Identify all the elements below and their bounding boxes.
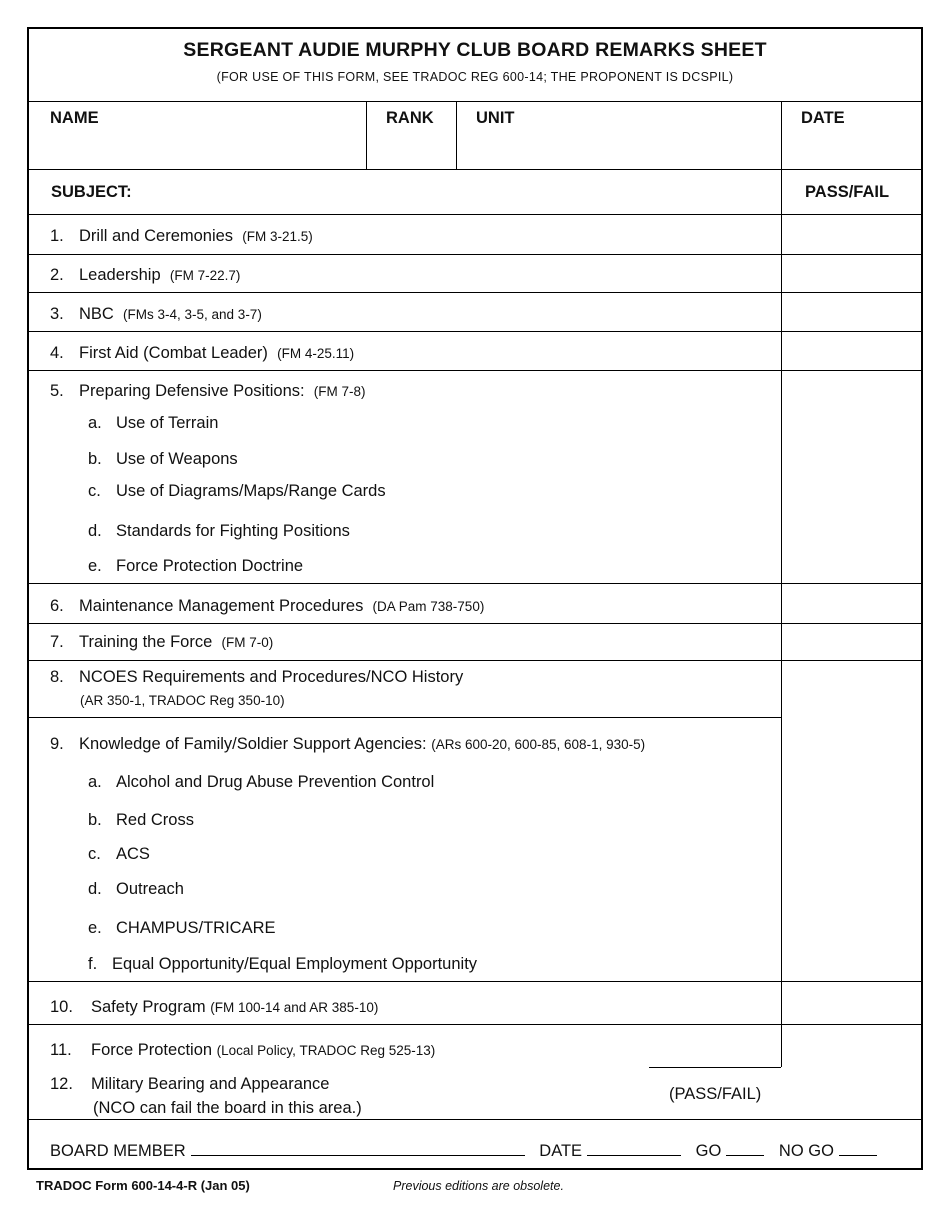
go-field[interactable] (726, 1142, 764, 1156)
sub-item: d. Outreach (88, 880, 184, 898)
editions-note: Previous editions are obsolete. (393, 1179, 564, 1193)
pass-fail-label: PASS/FAIL (805, 183, 890, 201)
unit-label: UNIT (476, 109, 515, 127)
subject-label: SUBJECT: (51, 183, 132, 201)
board-member-label: BOARD MEMBER (50, 1142, 186, 1160)
subject-item: 10. Safety Program (FM 100-14 and AR 385-10) (50, 998, 379, 1016)
subject-item: 2. Leadership (FM 7-22.7) (50, 266, 241, 284)
subject-item: 1. Drill and Ceremonies (FM 3-21.5) (50, 227, 313, 245)
subject-item: 8. NCOES Requirements and Procedures/NCO History (50, 668, 464, 686)
sub-item: a. Alcohol and Drug Abuse Prevention Control (88, 773, 435, 791)
column-divider (781, 101, 782, 1067)
no-go-field[interactable] (839, 1142, 877, 1156)
divider (29, 717, 781, 718)
subject-item: 5. Preparing Defensive Positions: (FM 7-8) (50, 382, 366, 400)
remarks-sheet-form (27, 27, 923, 1170)
form-subtitle: (FOR USE OF THIS FORM, SEE TRADOC REG 600-14; THE PROPONENT IS DCSPIL) (216, 70, 734, 84)
sub-item: e. CHAMPUS/TRICARE (88, 919, 276, 937)
divider (29, 331, 921, 332)
column-divider (456, 101, 457, 169)
form-title: SERGEANT AUDIE MURPHY CLUB BOARD REMARKS SHEET (183, 39, 767, 61)
sub-item: b. Red Cross (88, 811, 194, 829)
sub-item: a. Use of Terrain (88, 414, 219, 432)
divider (29, 370, 921, 371)
item12-pass-fail: (PASS/FAIL) (669, 1085, 762, 1103)
divider (29, 623, 921, 624)
divider (29, 1024, 921, 1025)
subject-item-reference: (AR 350-1, TRADOC Reg 350-10) (80, 693, 285, 708)
board-member-field[interactable] (191, 1142, 525, 1156)
date-field-label: DATE (539, 1142, 583, 1160)
column-divider (366, 101, 367, 169)
subject-item-note: (NCO can fail the board in this area.) (93, 1099, 362, 1117)
date-field[interactable] (587, 1142, 681, 1156)
sub-item: f. Equal Opportunity/Equal Employment Opportunity (88, 955, 478, 973)
divider (29, 254, 921, 255)
subject-item: 11. Force Protection (Local Policy, TRADOC Reg 525-13) (50, 1041, 436, 1059)
signature-row (50, 1142, 877, 1161)
subject-item: 9. Knowledge of Family/Soldier Support Agencies: (ARs 600-20, 600-85, 608-1, 930-5) (50, 735, 646, 753)
divider (29, 1119, 921, 1120)
subject-item: 4. First Aid (Combat Leader) (FM 4-25.11) (50, 344, 355, 362)
go-label: GO (695, 1142, 722, 1160)
name-label: NAME (50, 109, 99, 127)
divider (29, 660, 921, 661)
divider (29, 981, 921, 982)
divider (649, 1067, 781, 1068)
sub-item: e. Force Protection Doctrine (88, 557, 304, 575)
subject-item: 3. NBC (FMs 3-4, 3-5, and 3-7) (50, 305, 262, 323)
subject-item: 12. Military Bearing and Appearance (50, 1075, 330, 1093)
no-go-label: NO GO (778, 1142, 834, 1160)
divider (29, 101, 921, 102)
date-label: DATE (801, 109, 845, 127)
divider (29, 583, 921, 584)
subject-item: 6. Maintenance Management Procedures (DA Pam 738-750) (50, 597, 485, 615)
sub-item: b. Use of Weapons (88, 450, 238, 468)
sub-item: c. Use of Diagrams/Maps/Range Cards (88, 482, 386, 500)
divider (29, 292, 921, 293)
sub-item: c. ACS (88, 845, 150, 863)
subject-item: 7. Training the Force (FM 7-0) (50, 633, 274, 651)
divider (29, 169, 921, 170)
form-id: TRADOC Form 600-14-4-R (Jan 05) (36, 1178, 250, 1193)
sub-item: d. Standards for Fighting Positions (88, 522, 350, 540)
rank-label: RANK (386, 109, 434, 127)
divider (29, 214, 921, 215)
